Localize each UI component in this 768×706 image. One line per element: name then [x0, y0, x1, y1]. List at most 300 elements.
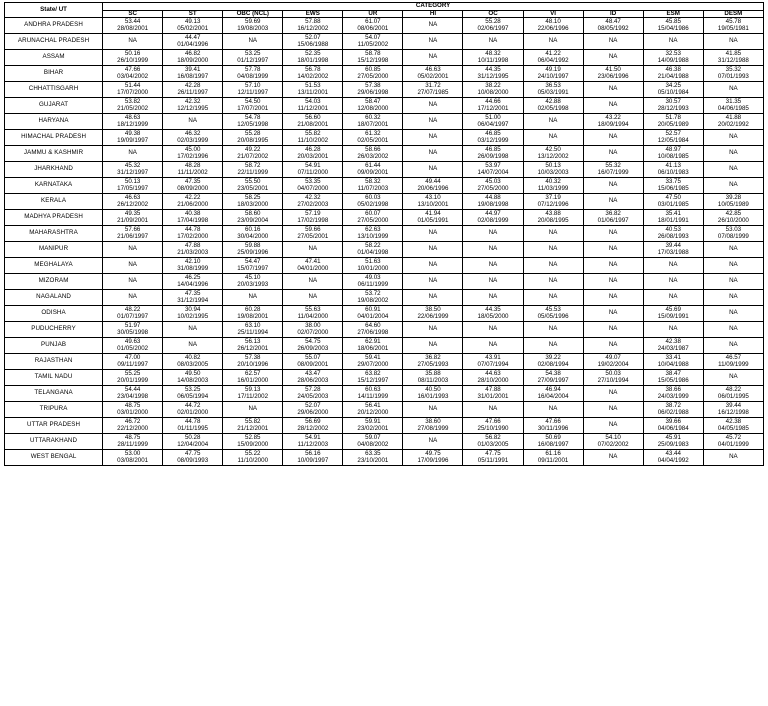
cutoff-cell [283, 306, 343, 322]
date-of-birth: 28/10/2000 [477, 376, 509, 384]
date-of-birth: 12/11/1997 [237, 88, 269, 96]
date-of-birth: 20/08/1995 [537, 216, 569, 224]
date-of-birth: 12/05/1998 [237, 120, 269, 128]
date-of-birth: 11/10/2000 [237, 456, 269, 464]
cutoff-mark: 59.66 [305, 226, 321, 233]
state-name-cell: TELANGANA [5, 386, 103, 402]
date-of-birth: 10/09/1997 [297, 456, 329, 464]
cutoff-cell [463, 386, 523, 402]
date-of-birth: 01/03/2005 [477, 440, 509, 448]
na-value: NA [428, 133, 438, 141]
cutoff-mark: 55.25 [124, 370, 141, 377]
date-of-birth: 22/06/1996 [537, 24, 569, 32]
cutoff-mark: 45.85 [665, 18, 681, 25]
date-of-birth: 22/06/1999 [417, 312, 449, 320]
cutoff-cell [343, 306, 403, 322]
na-value: NA [128, 149, 137, 157]
cutoff-cell [403, 146, 463, 162]
cutoff-cell [223, 386, 283, 402]
date-of-birth: 06/02/1988 [657, 408, 689, 416]
date-of-birth: 15/06/1988 [297, 40, 329, 48]
cutoff-cell [103, 258, 163, 274]
date-of-birth: 10/05/1989 [717, 200, 749, 208]
cutoff-mark: 55.07 [305, 354, 321, 361]
cutoff-cell [223, 226, 283, 242]
cutoff-cell [463, 50, 523, 66]
cutoff-mark: 57.38 [365, 82, 381, 89]
cutoff-mark: 41.94 [425, 210, 441, 217]
na-value: NA [548, 133, 558, 141]
cutoff-cell [223, 210, 283, 226]
state-name-cell: HIMACHAL PRADESH [5, 130, 103, 146]
cutoff-cell [463, 18, 523, 34]
cutoff-mark: 44.47 [184, 34, 201, 41]
cutoff-mark: 33.75 [665, 178, 681, 185]
na-value: NA [729, 245, 738, 253]
cutoff-cell [103, 50, 163, 66]
cutoff-mark: 42.32 [184, 98, 201, 105]
cutoff-cell [343, 434, 403, 450]
cutoff-cell [463, 290, 523, 306]
na-value: NA [608, 405, 618, 413]
date-of-birth: 15/07/1997 [237, 264, 269, 272]
cutoff-cell [583, 114, 643, 130]
cutoff-cell [403, 114, 463, 130]
date-of-birth: 01/05/2002 [117, 344, 149, 352]
date-of-birth: 11/10/2002 [297, 136, 329, 144]
cutoff-cell [643, 194, 703, 210]
cutoff-cell [283, 194, 343, 210]
na-value: NA [729, 341, 738, 349]
na-value: NA [428, 21, 438, 29]
date-of-birth: 28/06/2003 [297, 376, 329, 384]
na-value: NA [668, 261, 678, 269]
cutoff-cell [583, 66, 643, 82]
na-value: NA [248, 405, 258, 413]
na-value: NA [608, 229, 618, 237]
cutoff-mark: 53.25 [184, 386, 201, 393]
cutoff-mark: 45.91 [665, 434, 681, 441]
cutoff-cell [103, 274, 163, 290]
date-of-birth: 11/12/2001 [297, 104, 329, 112]
cutoff-mark: 53.25 [245, 50, 261, 57]
na-value: NA [428, 277, 438, 285]
date-of-birth: 10/08/2000 [477, 88, 509, 96]
cutoff-cell [703, 322, 763, 338]
table-row [5, 34, 764, 50]
cutoff-mark: 49.75 [425, 450, 441, 457]
date-of-birth: 06/01/1995 [717, 392, 749, 400]
cutoff-cell [703, 418, 763, 434]
cutoff-cell [163, 82, 223, 98]
date-of-birth: 26/03/2002 [357, 152, 389, 160]
column-header-desm: DESM [703, 10, 763, 18]
date-of-birth: 21/08/2001 [297, 120, 329, 128]
cutoff-mark: 55.28 [245, 130, 261, 137]
table-row [5, 210, 764, 226]
cutoff-cell [103, 82, 163, 98]
date-of-birth: 05/10/1984 [657, 88, 689, 96]
cutoff-mark: 54.78 [245, 114, 261, 121]
date-of-birth: 15/12/1997 [357, 376, 389, 384]
cutoff-cell [163, 18, 223, 34]
cutoff-cell [703, 130, 763, 146]
cutoff-mark: 46.32 [184, 130, 201, 137]
date-of-birth: 14/02/2002 [297, 72, 329, 80]
na-value: NA [608, 37, 618, 45]
cutoff-mark: 38.22 [485, 82, 501, 89]
cutoff-cell [163, 178, 223, 194]
date-of-birth: 04/05/1985 [717, 424, 749, 432]
cutoff-cell [703, 242, 763, 258]
na-value: NA [188, 117, 197, 125]
date-of-birth: 26/10/1999 [117, 56, 149, 64]
cutoff-mark: 52.35 [305, 50, 321, 57]
date-of-birth: 15/09/2000 [237, 440, 269, 448]
cutoff-mark: 57.38 [245, 354, 261, 361]
date-of-birth: 08/09/1993 [177, 456, 209, 464]
date-of-birth: 03/04/2002 [117, 72, 149, 80]
table-row [5, 306, 764, 322]
cutoff-mark: 43.47 [305, 370, 321, 377]
cutoff-cell [643, 34, 703, 50]
cutoff-mark: 52.57 [665, 130, 681, 137]
cutoff-cell [463, 354, 523, 370]
date-of-birth: 19/08/1998 [477, 200, 509, 208]
state-name-cell: KARNATAKA [5, 178, 103, 194]
cutoff-cell [643, 18, 703, 34]
cutoff-cell [643, 322, 703, 338]
na-value: NA [428, 437, 438, 445]
cutoff-mark: 58.32 [365, 178, 381, 185]
date-of-birth: 07/12/1996 [537, 200, 569, 208]
na-value: NA [668, 293, 678, 301]
date-of-birth: 31/01/2001 [477, 392, 509, 400]
date-of-birth: 02/03/1999 [177, 136, 209, 144]
na-value: NA [729, 277, 738, 285]
na-value: NA [488, 277, 498, 285]
cutoff-mark: 45.53 [545, 306, 561, 313]
cutoff-cell [223, 82, 283, 98]
cutoff-cell [703, 306, 763, 322]
cutoff-cell [283, 34, 343, 50]
cutoff-mark: 39.41 [184, 66, 201, 73]
cutoff-mark: 47.00 [124, 354, 141, 361]
cutoff-cell [463, 98, 523, 114]
date-of-birth: 17/07/2001 [237, 104, 269, 112]
date-of-birth: 04/06/1984 [657, 424, 689, 432]
na-value: NA [128, 245, 137, 253]
cutoff-mark: 49.35 [124, 210, 141, 217]
date-of-birth: 09/11/2001 [537, 456, 569, 464]
date-of-birth: 23/05/2001 [237, 184, 269, 192]
cutoff-cell [463, 194, 523, 210]
cutoff-cell [103, 226, 163, 242]
cutoff-mark: 53.44 [124, 18, 141, 25]
cutoff-cell [223, 274, 283, 290]
date-of-birth: 21/05/2002 [117, 104, 149, 112]
na-value: NA [548, 325, 558, 333]
cutoff-mark: 60.91 [365, 306, 381, 313]
cutoff-mark: 46.82 [184, 50, 201, 57]
na-value: NA [428, 293, 438, 301]
cutoff-mark: 42.38 [725, 418, 742, 425]
column-header-state: State/ UT [5, 3, 103, 18]
cutoff-cell [463, 82, 523, 98]
cutoff-mark: 58.72 [245, 162, 261, 169]
cutoff-mark: 38.66 [665, 386, 681, 393]
date-of-birth: 26/10/2000 [717, 216, 749, 224]
cutoff-cell [103, 114, 163, 130]
date-of-birth: 18/03/2000 [237, 200, 269, 208]
header-row-top [5, 3, 764, 11]
cutoff-mark: 53.97 [485, 162, 501, 169]
na-value: NA [729, 149, 738, 157]
date-of-birth: 17/09/1996 [417, 456, 449, 464]
na-value: NA [608, 453, 618, 461]
na-value: NA [608, 389, 618, 397]
cutoff-mark: 50.13 [124, 178, 141, 185]
na-value: NA [548, 405, 558, 413]
cutoff-cell [703, 450, 763, 466]
date-of-birth: 21/12/2001 [237, 424, 269, 432]
date-of-birth: 14/09/1988 [657, 56, 689, 64]
date-of-birth: 18/05/2000 [477, 312, 509, 320]
cutoff-cell [223, 66, 283, 82]
na-value: NA [488, 229, 498, 237]
date-of-birth: 18/12/1999 [117, 120, 149, 128]
date-of-birth: 06/10/1983 [657, 168, 689, 176]
cutoff-mark: 36.82 [605, 210, 621, 217]
date-of-birth: 03/01/1985 [657, 200, 689, 208]
date-of-birth: 04/01/2004 [357, 312, 389, 320]
date-of-birth: 26/09/2003 [297, 344, 329, 352]
na-value: NA [729, 165, 738, 173]
cutoff-marks-table [4, 2, 764, 466]
date-of-birth: 13/10/2001 [417, 200, 449, 208]
date-of-birth: 19/02/2004 [597, 360, 629, 368]
cutoff-cell [583, 194, 643, 210]
na-value: NA [608, 181, 618, 189]
cutoff-cell [403, 402, 463, 418]
cutoff-cell [703, 402, 763, 418]
table-row [5, 114, 764, 130]
na-value: NA [729, 133, 738, 141]
date-of-birth: 19/05/1981 [717, 24, 749, 32]
cutoff-mark: 39.28 [725, 194, 742, 201]
cutoff-cell [343, 146, 403, 162]
cutoff-cell [343, 242, 403, 258]
cutoff-cell [103, 370, 163, 386]
cutoff-mark: 39.44 [665, 242, 681, 249]
cutoff-cell [643, 82, 703, 98]
cutoff-mark: 56.78 [305, 66, 321, 73]
cutoff-cell [283, 258, 343, 274]
cutoff-mark: 53.03 [725, 226, 742, 233]
date-of-birth: 02/08/1994 [537, 360, 569, 368]
cutoff-mark: 48.22 [725, 386, 742, 393]
cutoff-mark: 61.32 [365, 130, 381, 137]
cutoff-mark: 57.66 [124, 226, 141, 233]
cutoff-cell [463, 210, 523, 226]
date-of-birth: 18/09/2000 [177, 56, 209, 64]
cutoff-cell [703, 434, 763, 450]
table-row [5, 338, 764, 354]
cutoff-cell [343, 34, 403, 50]
cutoff-mark: 41.88 [725, 114, 742, 121]
cutoff-cell [403, 386, 463, 402]
na-value: NA [608, 293, 618, 301]
date-of-birth: 04/07/2000 [297, 184, 329, 192]
cutoff-mark: 42.10 [184, 258, 201, 265]
cutoff-mark: 47.88 [485, 386, 501, 393]
cutoff-cell [403, 354, 463, 370]
date-of-birth: 15/05/1986 [657, 376, 689, 384]
cutoff-mark: 49.38 [124, 130, 141, 137]
date-of-birth: 27/02/2003 [297, 200, 329, 208]
cutoff-cell [343, 130, 403, 146]
na-value: NA [548, 37, 558, 45]
cutoff-cell [283, 178, 343, 194]
cutoff-cell [643, 290, 703, 306]
cutoff-cell [163, 146, 223, 162]
cutoff-mark: 44.66 [485, 98, 501, 105]
cutoff-cell [523, 322, 583, 338]
cutoff-mark: 57.88 [305, 18, 321, 25]
state-name-cell: RAJASTHAN [5, 354, 103, 370]
date-of-birth: 20/08/1995 [237, 136, 269, 144]
table-row [5, 82, 764, 98]
cutoff-cell [643, 114, 703, 130]
date-of-birth: 28/12/1993 [657, 104, 689, 112]
date-of-birth: 23/10/2001 [357, 456, 389, 464]
cutoff-cell [283, 290, 343, 306]
state-name-cell: UTTAR PRADESH [5, 418, 103, 434]
na-value: NA [729, 85, 738, 93]
cutoff-mark: 44.35 [485, 306, 501, 313]
cutoff-mark: 50.69 [545, 434, 561, 441]
date-of-birth: 16/01/1993 [417, 392, 449, 400]
na-value: NA [188, 325, 197, 333]
cutoff-cell [583, 370, 643, 386]
cutoff-mark: 47.35 [184, 178, 201, 185]
cutoff-cell [343, 258, 403, 274]
cutoff-mark: 54.91 [305, 162, 321, 169]
cutoff-cell [343, 370, 403, 386]
state-name-cell: ARUNACHAL PRADESH [5, 34, 103, 50]
cutoff-cell [523, 434, 583, 450]
date-of-birth: 17/04/1998 [177, 216, 209, 224]
cutoff-mark: 52.85 [245, 434, 261, 441]
na-value: NA [428, 149, 438, 157]
cutoff-cell [103, 306, 163, 322]
cutoff-cell [583, 434, 643, 450]
cutoff-cell [403, 338, 463, 354]
cutoff-cell [163, 274, 223, 290]
cutoff-mark: 41.85 [725, 50, 742, 57]
cutoff-mark: 57.28 [305, 386, 321, 393]
cutoff-mark: 60.03 [365, 194, 381, 201]
cutoff-cell [343, 418, 403, 434]
cutoff-cell [343, 274, 403, 290]
cutoff-cell [643, 146, 703, 162]
na-value: NA [428, 37, 438, 45]
date-of-birth: 02/01/2000 [177, 408, 209, 416]
cutoff-mark: 45.69 [665, 306, 681, 313]
cutoff-cell [283, 322, 343, 338]
date-of-birth: 09/11/1997 [117, 360, 148, 368]
cutoff-mark: 64.60 [365, 322, 381, 329]
cutoff-mark: 38.00 [305, 322, 321, 329]
cutoff-cell [523, 402, 583, 418]
cutoff-mark: 49.13 [184, 18, 201, 25]
cutoff-cell [343, 82, 403, 98]
cutoff-cell [583, 322, 643, 338]
cutoff-mark: 58.78 [365, 50, 381, 57]
date-of-birth: 20/02/1992 [717, 120, 749, 128]
cutoff-cell [223, 18, 283, 34]
table-row [5, 450, 764, 466]
column-header-oc: OC [463, 10, 523, 18]
cutoff-cell [703, 354, 763, 370]
cutoff-mark: 38.50 [425, 306, 441, 313]
cutoff-cell [463, 114, 523, 130]
date-of-birth: 12/08/2000 [357, 104, 389, 112]
cutoff-cell [583, 306, 643, 322]
cutoff-mark: 40.82 [184, 354, 201, 361]
cutoff-cell [283, 18, 343, 34]
state-name-cell: PUNJAB [5, 338, 103, 354]
date-of-birth: 22/12/2000 [117, 424, 149, 432]
date-of-birth: 10/04/1988 [657, 360, 689, 368]
cutoff-cell [283, 418, 343, 434]
cutoff-mark: 59.13 [245, 386, 261, 393]
cutoff-cell [103, 386, 163, 402]
cutoff-cell [223, 418, 283, 434]
cutoff-cell [343, 178, 403, 194]
cutoff-cell [463, 274, 523, 290]
cutoff-cell [103, 34, 163, 50]
cutoff-cell [643, 402, 703, 418]
cutoff-mark: 45.10 [245, 274, 261, 281]
cutoff-cell [643, 162, 703, 178]
cutoff-mark: 39.44 [725, 402, 742, 409]
cutoff-cell [463, 338, 523, 354]
date-of-birth: 12/12/1995 [177, 104, 209, 112]
table-row [5, 418, 764, 434]
na-value: NA [128, 277, 137, 285]
cutoff-cell [643, 50, 703, 66]
date-of-birth: 26/12/2002 [117, 200, 149, 208]
date-of-birth: 18/07/2001 [357, 120, 389, 128]
state-name-cell: GUJARAT [5, 98, 103, 114]
cutoff-cell [583, 146, 643, 162]
state-name-cell: JHARKHAND [5, 162, 103, 178]
date-of-birth: 20/10/1996 [237, 360, 269, 368]
cutoff-cell [523, 290, 583, 306]
cutoff-cell [523, 66, 583, 82]
date-of-birth: 05/02/2001 [177, 24, 209, 32]
cutoff-cell [343, 210, 403, 226]
cutoff-mark: 48.32 [485, 50, 501, 57]
cutoff-cell [463, 178, 523, 194]
cutoff-cell [223, 402, 283, 418]
date-of-birth: 02/05/2001 [357, 136, 389, 144]
cutoff-cell [163, 322, 223, 338]
date-of-birth: 05/03/1991 [537, 88, 569, 96]
na-value: NA [729, 453, 738, 461]
cutoff-cell [523, 258, 583, 274]
